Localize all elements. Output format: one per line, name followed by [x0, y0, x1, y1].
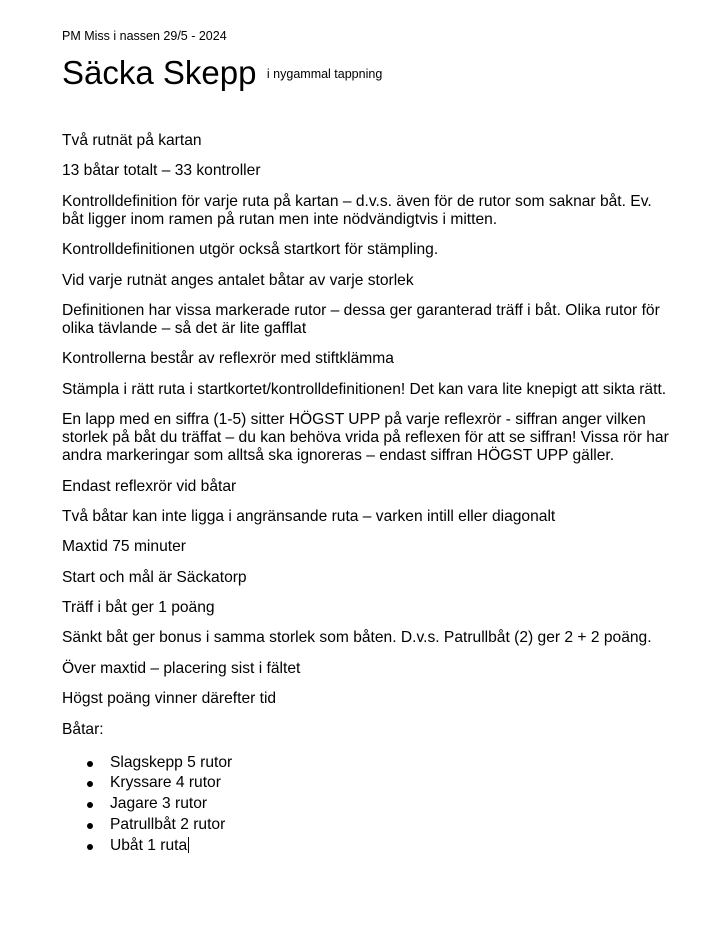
text-cursor — [188, 837, 189, 853]
boats-list — [62, 753, 672, 857]
bullet-icon — [87, 844, 93, 850]
paragraph: Över maxtid – placering sist i fältet — [62, 659, 301, 677]
list-item — [62, 836, 672, 857]
bullet-icon — [87, 781, 93, 787]
document-subtitle: i nygammal tappning — [266, 67, 383, 81]
bullet-icon — [87, 761, 93, 767]
list-item-text: Ubåt 1 ruta — [110, 836, 188, 854]
paragraph: Kontrolldefinition för varje ruta på kartan – d.v.s. även för de rutor som saknar båt. Ev. båt ligger inom ramen på rutan men inte nödvändigtvis i mitten. — [62, 192, 652, 228]
paragraph: Högst poäng vinner därefter tid — [62, 690, 277, 708]
list-item — [62, 773, 672, 794]
list-item-text: Jagare 3 rutor — [110, 795, 208, 813]
paragraph: Träff i båt ger 1 poäng — [62, 599, 215, 617]
paragraph: Stämpla i rätt ruta i startkortet/kontrolldefinitionen! Det kan vara lite knepigt att sikta rätt. — [62, 380, 667, 398]
list-item — [62, 753, 672, 774]
bullet-icon — [87, 823, 93, 829]
bullet-icon — [87, 802, 93, 808]
paragraph: En lapp med en siffra (1-5) sitter HÖGST UPP på varje reflexrör - siffran anger vilken storlek på båt du träffat – du kan behöva vrida på reflexen för att se siffran! Vissa rör har andra markeringar som alltså ska ignoreras – endast siffran HÖGST UPP gäller. — [62, 411, 669, 465]
document-body[interactable] — [62, 132, 672, 857]
paragraph: Maxtid 75 minuter — [62, 538, 186, 556]
title-row — [62, 54, 382, 92]
paragraph: Vid varje rutnät anges antalet båtar av varje storlek — [62, 271, 414, 289]
paragraph: Kontrollerna består av reflexrör med stiftklämma — [62, 350, 394, 368]
list-item-text: Kryssare 4 rutor — [110, 774, 221, 792]
paragraph: Två båtar kan inte ligga i angränsande ruta – varken intill eller diagonalt — [62, 507, 556, 525]
document-title: Säcka Skepp — [62, 54, 257, 91]
paragraph: Start och mål är Säckatorp — [62, 568, 247, 586]
paragraph-boats-heading: Båtar: — [62, 720, 104, 738]
paragraph: Två rutnät på kartan — [62, 132, 202, 149]
paragraph: Kontrolldefinitionen utgör också startkort för stämpling. — [62, 241, 439, 259]
list-item-text: Slagskepp 5 rutor — [110, 753, 233, 771]
list-item — [62, 794, 672, 815]
paragraph: 13 båtar totalt – 33 kontroller — [62, 162, 261, 180]
paragraph: Definitionen har vissa markerade rutor – dessa ger garanterad träff i båt. Olika rutor för olika tävlande – så det är lite gafflat — [62, 301, 660, 337]
paragraph: Endast reflexrör vid båtar — [62, 477, 237, 495]
document-header-line: PM Miss i nassen 29/5 - 2024 — [62, 29, 227, 43]
paragraph: Sänkt båt ger bonus i samma storlek som båten. D.v.s. Patrullbåt (2) ger 2 + 2 poäng. — [62, 629, 652, 647]
list-item-text: Patrullbåt 2 rutor — [110, 816, 226, 834]
list-item — [62, 815, 672, 836]
